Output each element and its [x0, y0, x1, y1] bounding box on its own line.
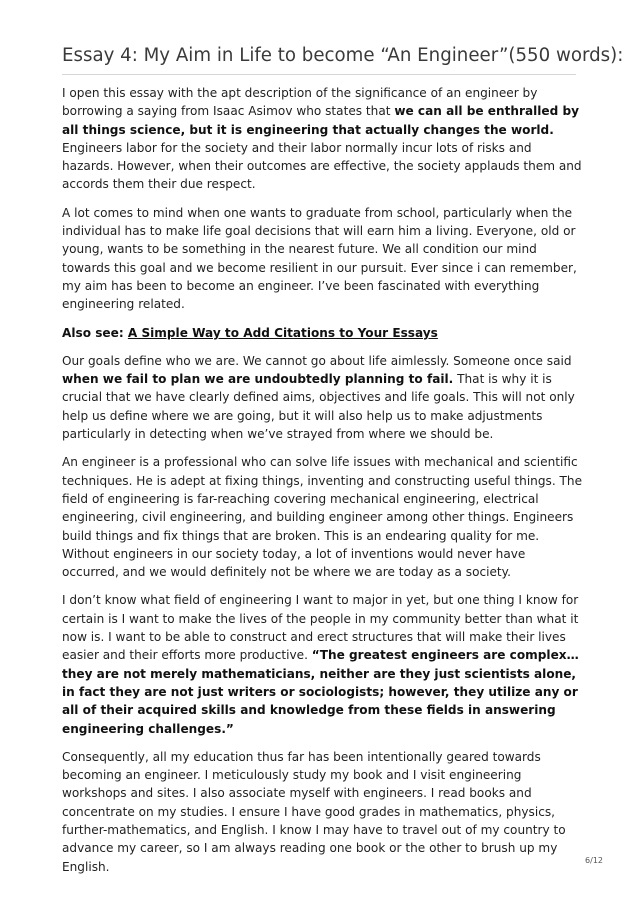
paragraph-goals	[62, 352, 584, 443]
planning-quote: when we fail to plan we are undoubtedly planning to fail.	[62, 372, 454, 387]
engineers-quote: “The greatest engineers are complex… they are not merely mathematicians, neither are they just scientists alone, in fact they are not just writers or sociologists; however, they utilize any or all of their acquired skills and knowledge from these fields in answering engineering challenges.”	[62, 648, 579, 736]
essay-body	[62, 84, 584, 886]
page-number: 6/12	[585, 856, 603, 865]
title-divider	[62, 74, 576, 75]
paragraph-education: Consequently, all my education thus far has been intentionally geared towards becoming an engineer. I meticulously study my book and I visit engineering workshops and sites. I also associate myself with engineers. I read books and concentrate on my studies. I ensure I have good grades in mathematics, physics, further-mathematics, and English. I know I may have to travel out of my country to advance my career, so I am always reading one book or the other to brush up my English.	[62, 749, 566, 874]
paragraph-text: Our goals define who we are. We cannot go about life aimlessly. Someone once said	[62, 353, 572, 368]
paragraph-graduation: A lot comes to mind when one wants to graduate from school, particularly when the individual has to make life goal decisions that will earn him a living. Everyone, old or young, wants to be something in the nearest future. We all condition our mind towards this goal and we become resilient in our pursuit. Ever since i can remember, my aim has been to become an engineer. I’ve been fascinated with everything engineering related.	[62, 205, 577, 312]
citations-article-link[interactable]: A Simple Way to Add Citations to Your Essays	[127, 325, 438, 340]
also-see-line	[62, 324, 584, 342]
paragraph-text: I don’t know what field of engineering I want to major in yet, but one thing I know for certain is I want to make the lives of the people in my community better than what it now is. I want to be able to construct and erect structures that will make their lives easier and their efforts more productive.	[62, 593, 579, 663]
paragraph-text: That is why it is crucial that we have clearly defined aims, objectives and life goals. This will not only help us define where we are going, but it will also help us to make adjustments particularly in detecting when we’ve strayed from where we should be.	[62, 372, 575, 442]
paragraph-engineer-definition: An engineer is a professional who can solve life issues with mechanical and scientific techniques. He is adept at fixing things, inventing and constructing useful things. The field of engineering is far-reaching covering mechanical engineering, electrical engineering, civil engineering, and building engineer among other things. Engineers build things and fix things that are broken. This is an endearing quality for me. Without engineers in our society today, a lot of inventions would never have occurred, and we would definitely not be where we are today as a society.	[62, 455, 583, 580]
paragraph-intro	[62, 84, 584, 194]
asimov-quote: we can all be enthralled by all things science, but it is engineering that actually changes the world.	[62, 104, 580, 137]
paragraph-text: I open this essay with the apt description of the significance of an engineer by borrowing a saying from Isaac Asimov who states that	[62, 86, 538, 119]
essay-title: Essay 4: My Aim in Life to become “An Engineer”(550 words):	[62, 45, 624, 66]
paragraph-text: Engineers labor for the society and their labor normally incur lots of risks and hazards. However, when their outcomes are effective, the society applauds them and accords them their due respect.	[62, 140, 582, 192]
also-see-label: Also see:	[62, 325, 128, 340]
paragraph-engineering-field	[62, 591, 584, 737]
